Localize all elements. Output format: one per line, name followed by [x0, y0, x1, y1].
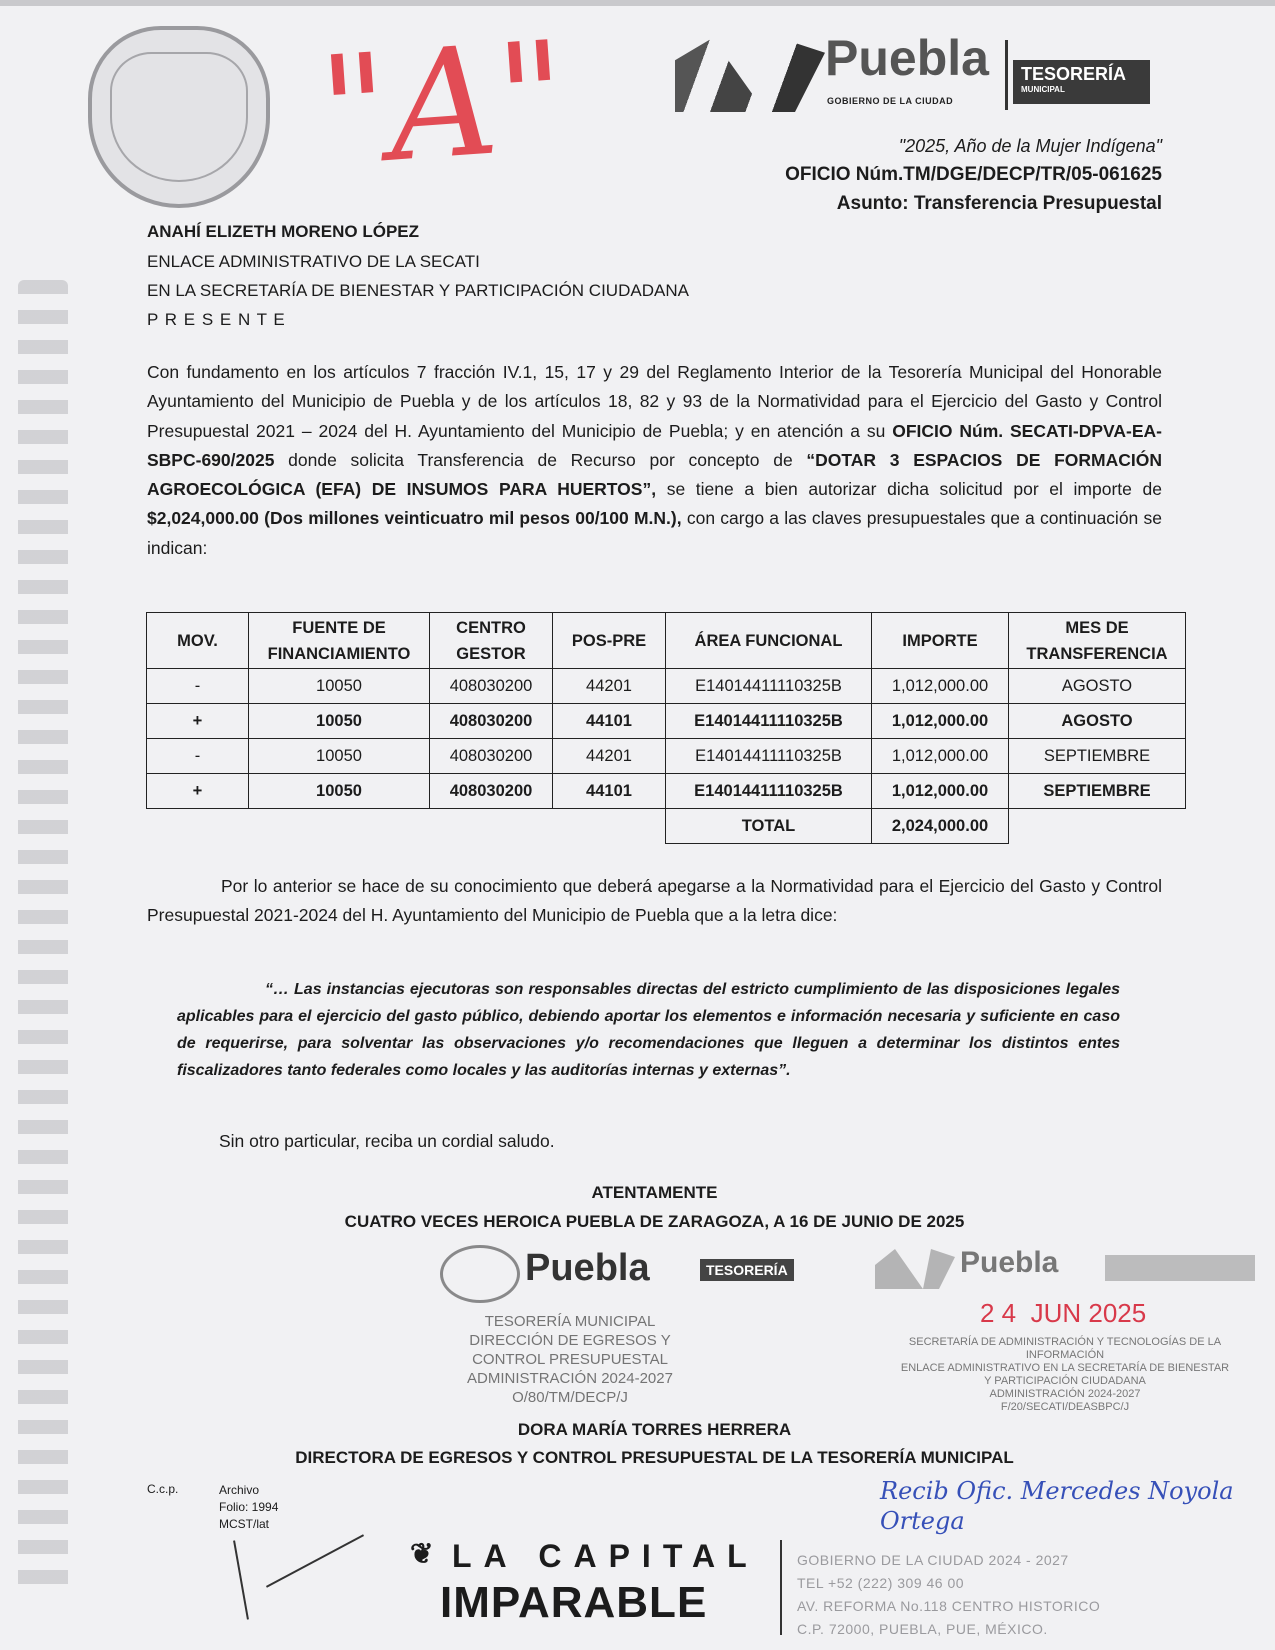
stamp-line: ADMINISTRACIÓN 2024-2027	[467, 1370, 673, 1387]
received-stamp-logo	[875, 1245, 1265, 1293]
handwritten-mark: "A"	[314, 9, 573, 201]
col-header: CENTRO GESTOR	[430, 613, 553, 669]
cell: E14014411110325B	[666, 774, 872, 809]
logo-box	[1013, 60, 1150, 104]
footer-line-1: GOBIERNO DE LA CIUDAD 2024 - 2027	[797, 1552, 1069, 1568]
oficio-number: OFICIO Núm.TM/DGE/DECP/TR/05-061625	[785, 164, 1162, 185]
cell: 44201	[553, 739, 666, 774]
cell: 1,012,000.00	[872, 774, 1009, 809]
paragraph-1	[147, 358, 1162, 563]
paragraph-2: Por lo anterior se hace de su conocimiento que deberá apegarse a la Normatividad para el Ejercicio del Gasto y Control Presupuestal 2021-2024 del H. Ayuntamiento del Municipio de Puebla que a la letra dice:	[147, 876, 1162, 926]
p1-concept: “DOTAR 3 ESPACIOS DE FORMACIÓN AGROECOLÓGICA (EFA) DE INSUMOS PARA HUERTOS”,	[147, 449, 1162, 500]
decorative-border	[18, 280, 68, 1600]
addressee-name: ANAHÍ ELIZETH MORENO LÓPEZ	[147, 222, 419, 241]
stamp-line: DIRECCIÓN DE EGRESOS Y	[469, 1332, 671, 1349]
ccp-list	[219, 1482, 278, 1533]
col-header: MOV.	[147, 613, 249, 669]
stamp-line: TESORERÍA MUNICIPAL	[484, 1313, 656, 1330]
cell: 1,012,000.00	[872, 739, 1009, 774]
cell: AGOSTO	[1009, 669, 1186, 704]
normativity-quote: “… Las instancias ejecutoras son responsables directas del estricto cumplimiento de las disposiciones legales aplicables para el ejercicio del gasto público, debiendo aportar los elementos e información necesaria y suficiente en caso de requerirse, para solventar las observaciones y/o recomendaciones que lleguen a determinar los distintos entes fiscalizadores tanto federales como locales y las auditorías internas y externas”.	[177, 981, 1120, 1079]
cell: +	[147, 774, 249, 809]
stamp-logo-box: TESORERÍA	[700, 1259, 794, 1281]
cell: 10050	[249, 739, 430, 774]
small-logo-emblem-icon	[875, 1249, 955, 1289]
ccp-line: Archivo	[219, 1483, 260, 1497]
footer-divider	[780, 1540, 782, 1635]
small-logo-word: Puebla	[960, 1246, 1059, 1279]
cell: 10050	[249, 774, 430, 809]
col-header: POS-PRE	[553, 613, 666, 669]
addressee-line-3: P R E S E N T E	[147, 310, 286, 329]
cell: 44101	[553, 774, 666, 809]
cell: 408030200	[430, 774, 553, 809]
stamp-circle	[440, 1245, 520, 1303]
initial-scribble	[266, 1534, 364, 1587]
col-header: ÁREA FUNCIONAL	[666, 613, 872, 669]
wings-icon: ❦	[410, 1538, 434, 1569]
cell: 1,012,000.00	[872, 704, 1009, 739]
p1-amount: $2,024,000.00 (Dos millones veinticuatro mil pesos 00/100 M.N.),	[147, 508, 682, 529]
closing: Sin otro particular, reciba un cordial saludo.	[219, 1131, 555, 1151]
cell: 408030200	[430, 739, 553, 774]
budget-table	[146, 612, 1186, 844]
p1-oficio-ref: OFICIO Núm. SECATI-DPVA-EA-SBPC-690/2025	[147, 420, 1162, 470]
signer-name: DORA MARÍA TORRES HERRERA	[517, 1420, 792, 1439]
tesoreria-stamp-logo	[440, 1245, 840, 1305]
stamp-line: F/20/SECATI/DEASBPC/J	[1000, 1401, 1130, 1413]
tesoreria-stamp-text	[420, 1312, 720, 1407]
stamp-line: ADMINISTRACIÓN 2024-2027	[989, 1388, 1141, 1400]
atentamente: ATENTAMENTE	[591, 1183, 718, 1202]
logo-subtitle: GOBIERNO DE LA CIUDAD	[827, 96, 954, 106]
subject: Asunto: Transferencia Presupuestal	[836, 193, 1162, 214]
table-row	[147, 669, 1186, 704]
logo-emblem-icon	[675, 38, 825, 112]
ccp-label: C.c.p.	[147, 1482, 179, 1496]
total-label: TOTAL	[666, 809, 872, 844]
stamp-line: ENLACE ADMINISTRATIVO EN LA SECRETARÍA DE BIENESTAR Y PARTICIPACIÓN CIUDADANA	[900, 1362, 1230, 1387]
cell: 408030200	[430, 669, 553, 704]
empty-cell	[147, 809, 666, 844]
handwritten-receipt: Recib Ofic. Mercedes Noyola Ortega	[880, 1477, 1234, 1535]
initial-scribble	[233, 1540, 249, 1619]
cell: 408030200	[430, 704, 553, 739]
stamp-logo-word: Puebla	[525, 1247, 650, 1289]
footer-line-3: AV. REFORMA No.118 CENTRO HISTORICO	[797, 1598, 1101, 1614]
p1-text: se tiene a bien autorizar dicha solicitud por el importe de	[656, 479, 1162, 500]
year-motto: "2025, Año de la Mujer Indígena"	[898, 136, 1162, 156]
stamp-line: O/80/TM/DECP/J	[512, 1389, 628, 1406]
table-row	[147, 774, 1186, 809]
slogan-top: LA CAPITAL	[452, 1538, 759, 1574]
cell: 1,012,000.00	[872, 669, 1009, 704]
cell: 10050	[249, 704, 430, 739]
cell: AGOSTO	[1009, 704, 1186, 739]
cell: E14014411110325B	[666, 739, 872, 774]
cell: 10050	[249, 669, 430, 704]
p1-text: con cargo a las claves presupuestales que a continuación se indican:	[147, 508, 1162, 558]
received-stamp	[900, 1336, 1230, 1414]
stamp-line: CONTROL PRESUPUESTAL	[472, 1351, 668, 1368]
small-logo-box	[1105, 1255, 1255, 1281]
col-header: IMPORTE	[872, 613, 1009, 669]
logo-divider	[1005, 40, 1008, 110]
seal-inner	[110, 52, 248, 182]
cell: -	[147, 669, 249, 704]
cell: +	[147, 704, 249, 739]
logo-box-title: TESORERÍA	[1021, 64, 1127, 84]
logo-box-sub: MUNICIPAL	[1021, 85, 1065, 94]
empty-cell	[1009, 809, 1186, 844]
p1-text: Con fundamento en los artículos 7 fracción IV.1, 15, 17 y 29 del Reglamento Interior de la Tesorería Municipal del Honorable Ayuntamiento del Municipio de Puebla y de los artículos 18, 82 y 93 de la Normatividad para el Ejercicio del Gasto y Control Presupuestal 2021 – 2024 del H. Ayuntamiento del Municipio de Puebla; y en atención a su	[147, 362, 1162, 441]
table-header-row	[147, 613, 1186, 669]
ccp-line: MCST/lat	[219, 1517, 270, 1531]
total-value: 2,024,000.00	[872, 809, 1009, 844]
ccp-line: Folio: 1994	[219, 1500, 279, 1514]
cell: -	[147, 739, 249, 774]
cell: SEPTIEMBRE	[1009, 739, 1186, 774]
col-header: MES DE TRANSFERENCIA	[1009, 613, 1186, 669]
table-row	[147, 739, 1186, 774]
table-total-row	[147, 809, 1186, 844]
cell: SEPTIEMBRE	[1009, 774, 1186, 809]
footer-line-4: C.P. 72000, PUEBLA, PUE, MÉXICO.	[797, 1621, 1048, 1637]
cell: 44201	[553, 669, 666, 704]
cell: E14014411110325B	[666, 669, 872, 704]
cell: 44101	[553, 704, 666, 739]
puebla-tesoreria-logo	[675, 32, 1150, 118]
addressee-line-2: EN LA SECRETARÍA DE BIENESTAR Y PARTICIPACIÓN CIUDADANA	[147, 281, 689, 300]
slogan-big: IMPARABLE	[440, 1578, 708, 1627]
stamp-line: SECRETARÍA DE ADMINISTRACIÓN Y TECNOLOGÍAS DE LA INFORMACIÓN	[908, 1336, 1222, 1361]
col-header: FUENTE DE FINANCIAMIENTO	[249, 613, 430, 669]
footer-line-2: TEL +52 (222) 309 46 00	[797, 1575, 965, 1591]
cell: E14014411110325B	[666, 704, 872, 739]
scan-edge	[0, 0, 1275, 6]
signer-title: DIRECTORA DE EGRESOS Y CONTROL PRESUPUESTAL DE LA TESORERÍA MUNICIPAL	[295, 1448, 1014, 1467]
received-date-stamp: 2 4 JUN 2025	[980, 1298, 1147, 1328]
municipal-seal-logo	[88, 26, 270, 208]
addressee-line-1: ENLACE ADMINISTRATIVO DE LA SECATI	[147, 252, 480, 271]
place-date: CUATRO VECES HEROICA PUEBLA DE ZARAGOZA, A 16 DE JUNIO DE 2025	[344, 1212, 965, 1231]
logo-word: Puebla	[825, 30, 989, 86]
p1-text: donde solicita Transferencia de Recurso por concepto de	[274, 449, 807, 470]
table-row	[147, 704, 1186, 739]
